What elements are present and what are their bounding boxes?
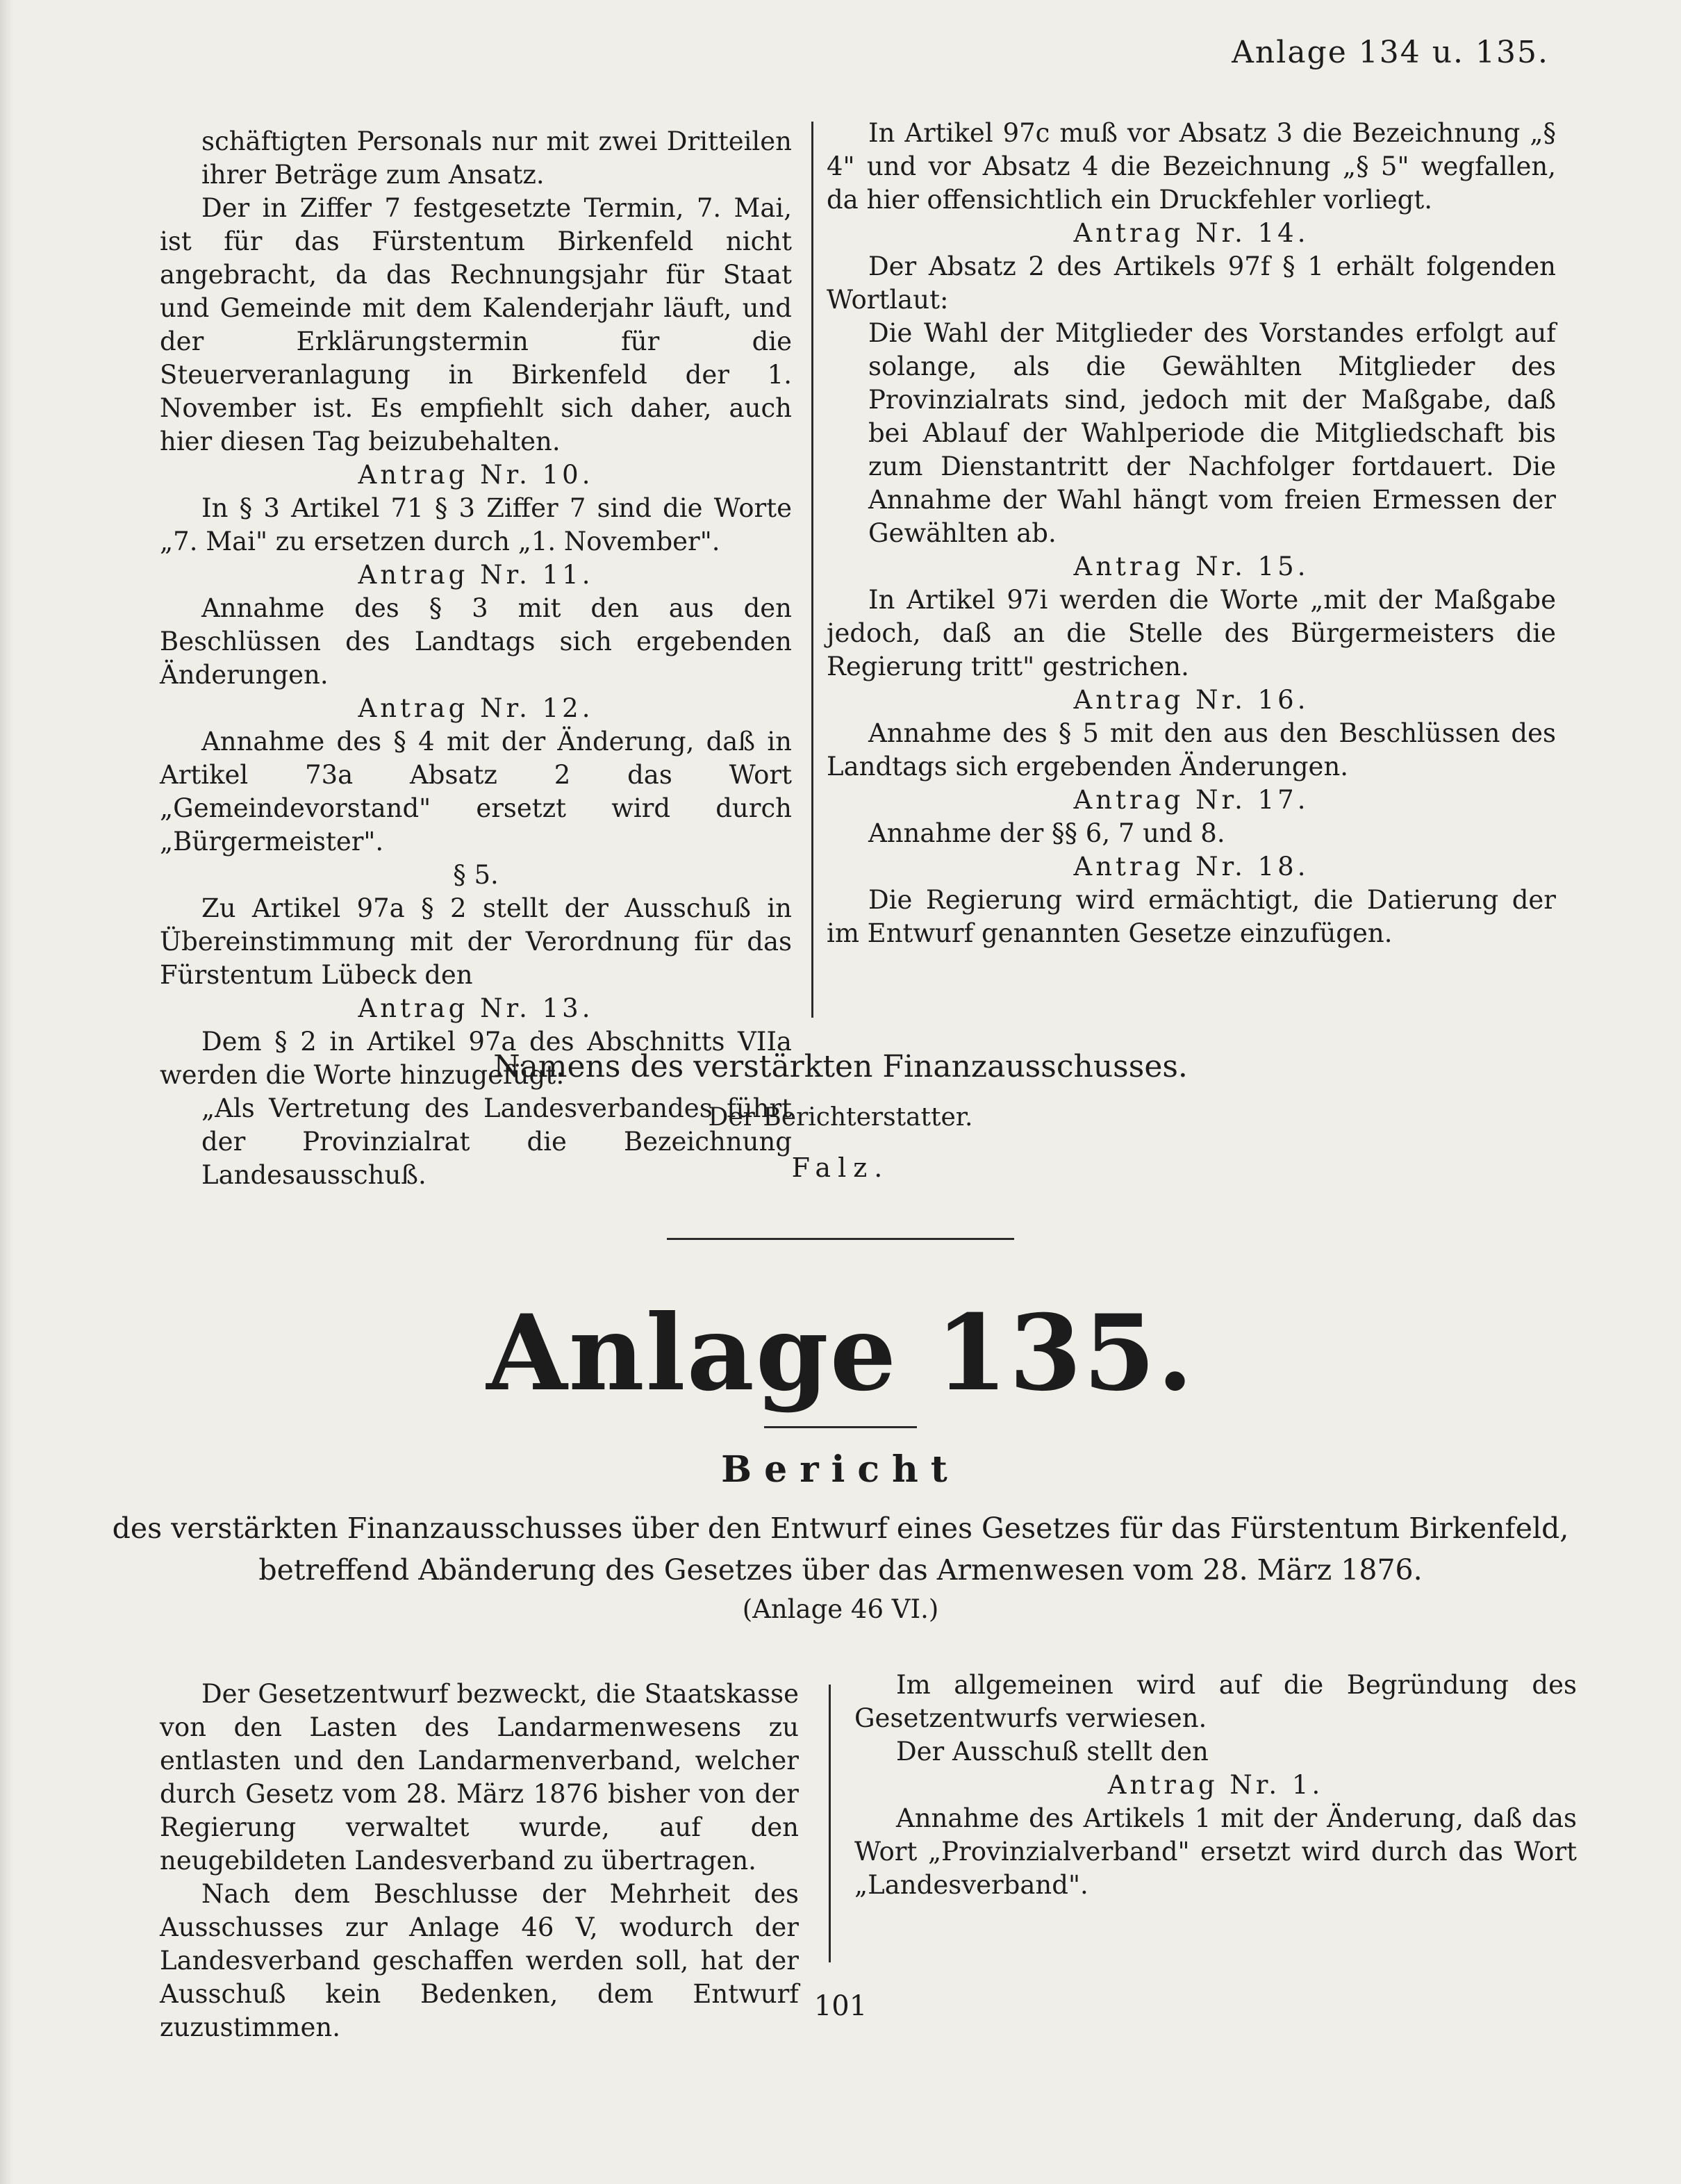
- section-heading: Antrag Nr. 13.: [358, 993, 594, 1023]
- paragraph: Die Regierung wird ermächtigt, die Datierung der im Entwurf genannten Gesetze einzufügen.: [827, 885, 1556, 948]
- section-heading: Antrag Nr. 12.: [358, 693, 594, 723]
- paragraph: Annahme des § 5 mit den aus den Beschlüssen des Landtags sich ergebenden Änderungen.: [827, 718, 1556, 781]
- section-heading: Antrag Nr. 1.: [1107, 1770, 1324, 1800]
- annex-title: Anlage 135.: [486, 1292, 1195, 1414]
- signing-role: Der Berichterstatter.: [708, 1103, 973, 1132]
- paragraph: In Artikel 97c muß vor Absatz 3 die Bezeichnung „§ 4" und vor Absatz 4 die Bezeichnung „§ 5" wegfallen, da hier offensichtlich ein Druckfehler vorliegt.: [827, 118, 1556, 215]
- paragraph: Dem § 2 in Artikel 97a des Abschnitts VIIa werden die Worte hinzugefügt:: [160, 1027, 792, 1090]
- section-heading: Antrag Nr. 16.: [1073, 685, 1309, 715]
- paragraph: Im allgemeinen wird auf die Begründung des Gesetzentwurfs verwiesen.: [854, 1670, 1577, 1733]
- paragraph: Zu Artikel 97a § 2 stellt der Ausschuß in Übereinstimmung mit der Verordnung für das Fürstentum Lübeck den: [160, 893, 792, 990]
- page-edge-shadow: [0, 0, 13, 2184]
- signing-name: Falz.: [791, 1152, 890, 1183]
- signing-committee: Namens des verstärkten Finanzausschusses.: [493, 1049, 1188, 1084]
- report-heading: Bericht: [721, 1448, 960, 1491]
- paragraph: Nach dem Beschlusse der Mehrheit des Ausschusses zur Anlage 46 V, wodurch der Landesverband geschaffen werden soll, hat der Ausschuß kein Bedenken, dem Entwurf zuzustimmen.: [160, 1879, 799, 2042]
- page-number: 101: [813, 1990, 868, 2022]
- column-divider-top: [811, 122, 813, 1018]
- annex-reference: (Anlage 46 VI.): [742, 1594, 939, 1624]
- section-heading: Antrag Nr. 17.: [1073, 785, 1309, 815]
- paragraph: In § 3 Artikel 71 § 3 Ziffer 7 sind die Worte „7. Mai" zu ersetzen durch „1. November".: [160, 493, 792, 556]
- paragraph: schäftigten Personals nur mit zwei Dritteilen ihrer Beträge zum Ansatz.: [201, 126, 792, 190]
- paragraph: In Artikel 97i werden die Worte „mit der Maßgabe jedoch, daß an die Stelle des Bürgermeisters die Regierung tritt" gestrichen.: [827, 585, 1556, 681]
- report-subtitle: des verstärkten Finanzausschusses über den Entwurf eines Gesetzes für das Fürstentum Birkenfeld, betreffend Abänderung des Gesetzes über das Armenwesen vom 28. März 1876.: [112, 1512, 1569, 1587]
- paragraph: Annahme der §§ 6, 7 und 8.: [868, 818, 1225, 848]
- paragraph: Der in Ziffer 7 festgesetzte Termin, 7. Mai, ist für das Fürstentum Birkenfeld nicht angebracht, da das Rechnungsjahr für Staat und Gemeinde mit dem Kalenderjahr läuft, und der Erklärungstermin für die Steuerveranlagung in Birkenfeld der 1. November ist. Es empfiehlt sich daher, auch hier diesen Tag beizubehalten.: [160, 193, 792, 456]
- paragraph: Annahme des Artikels 1 mit der Änderung, daß das Wort „Provinzialverband" ersetzt wird durch das Wort „Landesverband".: [854, 1803, 1577, 1900]
- paragraph: Der Ausschuß stellt den: [896, 1737, 1209, 1767]
- right-column-top: [827, 117, 1556, 950]
- paragraph: Annahme des § 4 mit der Änderung, daß in Artikel 73a Absatz 2 das Wort „Gemeindevorstand" ersetzt wird durch „Bürgermeister".: [160, 727, 792, 857]
- paragraph: Annahme des § 3 mit den aus den Beschlüssen des Landtags sich ergebenden Änderungen.: [160, 593, 792, 690]
- left-column-bottom: [160, 1678, 799, 2044]
- paragraph: Der Absatz 2 des Artikels 97f § 1 erhält folgenden Wortlaut:: [827, 251, 1556, 315]
- paragraph: Die Wahl der Mitglieder des Vorstandes erfolgt auf solange, als die Gewählten Mitglieder des Provinzialrats sind, jedoch mit der Maßgabe, daß bei Ablauf der Wahlperiode die Mitgliedschaft bis zum Dienstantritt der Nachfolger fortdauert. Die Annahme der Wahl hängt vom freien Ermessen der Gewählten ab.: [868, 318, 1556, 548]
- right-column-bottom: [854, 1669, 1577, 1902]
- page-header: Anlage 134 u. 135.: [1232, 35, 1549, 70]
- column-divider-bottom: [829, 1685, 831, 1962]
- title-rule: [764, 1426, 917, 1428]
- section-heading: § 5.: [453, 860, 499, 890]
- section-heading: Antrag Nr. 10.: [358, 460, 594, 490]
- paragraph: „Als Vertretung des Landesverbandes führt der Provinzialrat die Bezeichnung Landesausschuß.: [201, 1093, 792, 1190]
- section-heading: Antrag Nr. 18.: [1073, 852, 1309, 882]
- paragraph: Der Gesetzentwurf bezweckt, die Staatskasse von den Lasten des Landarmenwesens zu entlasten und den Landarmenverband, welcher durch Gesetz vom 28. März 1876 bisher von der Regierung verwaltet wurde, auf den neugebildeten Landesverband zu übertragen.: [160, 1679, 799, 1876]
- section-heading: Antrag Nr. 11.: [358, 560, 594, 590]
- section-rule: [667, 1238, 1014, 1240]
- section-heading: Antrag Nr. 15.: [1073, 552, 1309, 581]
- left-column-top: [160, 125, 792, 1192]
- section-heading: Antrag Nr. 14.: [1073, 218, 1309, 248]
